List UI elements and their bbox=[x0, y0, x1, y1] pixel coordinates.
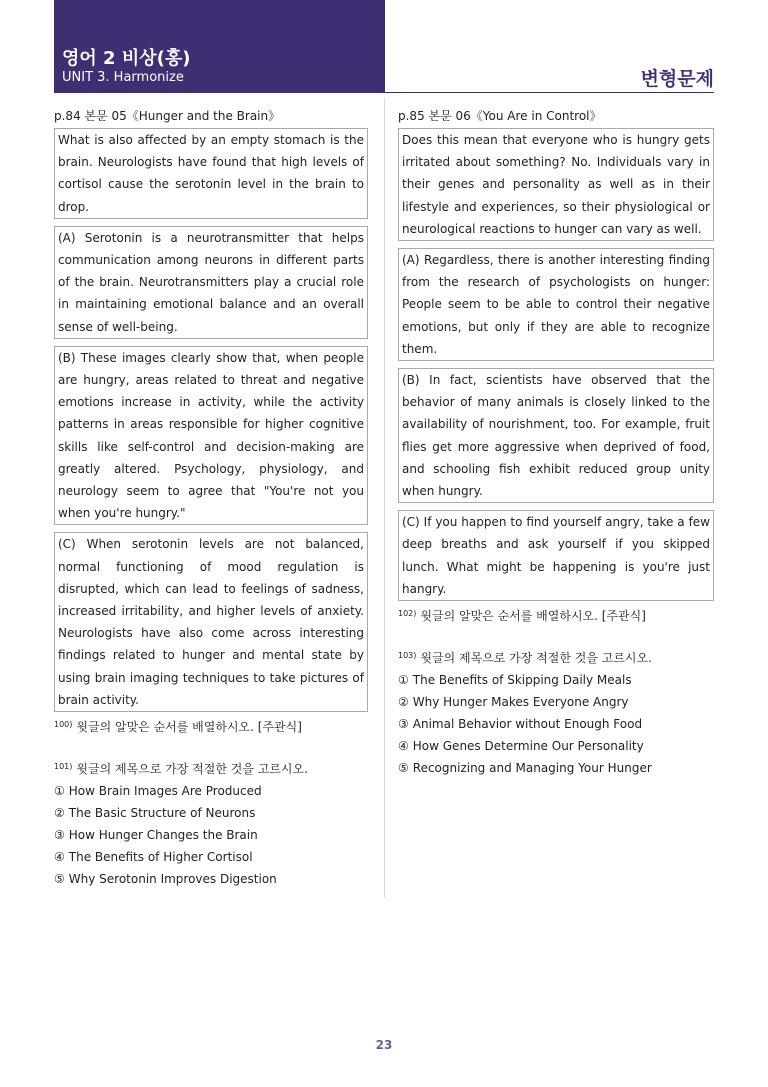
question-102 bbox=[398, 608, 712, 624]
answer-option[interactable] bbox=[54, 780, 368, 802]
question-text: 윗글의 알맞은 순서를 배열하시오. [주관식] bbox=[76, 720, 302, 735]
option-number: ③ bbox=[54, 828, 65, 843]
answer-option[interactable] bbox=[54, 802, 368, 824]
page-number: 23 bbox=[375, 1038, 393, 1052]
question-101 bbox=[54, 761, 368, 777]
answer-option[interactable] bbox=[398, 757, 712, 779]
header-divider bbox=[54, 92, 714, 93]
passage-source: p.85 본문 06《You Are in Control》 bbox=[398, 109, 602, 123]
option-text: Why Serotonin Improves Digestion bbox=[68, 872, 277, 887]
passage-part-b: (B) In fact, scientists have observed that the behavior of many animals is closely linked to the availability of nourishment, too. For example, fruit flies get more aggressive when deprived of food, and schooling fish exhibit reduced group unity when hungry. bbox=[398, 368, 714, 503]
unit-label: UNIT 3. Harmonize bbox=[62, 70, 184, 85]
option-text: The Basic Structure of Neurons bbox=[68, 806, 256, 821]
question-text: 윗글의 제목으로 가장 적절한 것을 고르시오. bbox=[76, 762, 308, 777]
passage-part-a: (A) Serotonin is a neurotransmitter that helps communication among neurons in different parts of the brain. Neurotransmitters play a crucial role in maintaining emotional balance and an overall sense of well-being. bbox=[54, 226, 368, 339]
answer-option[interactable] bbox=[398, 691, 712, 713]
document-title: 영어 2 비상(홍) bbox=[62, 48, 191, 69]
answer-option[interactable] bbox=[398, 735, 712, 757]
column-divider bbox=[384, 98, 385, 898]
option-number: ② bbox=[54, 806, 65, 821]
option-number: ① bbox=[398, 673, 409, 688]
answer-option[interactable] bbox=[54, 846, 368, 868]
passage-part-c: (C) If you happen to find yourself angry, take a few deep breaths and ask yourself if you skipped lunch. What might be happening is you're just hangry. bbox=[398, 510, 714, 601]
option-number: ② bbox=[398, 695, 409, 710]
answer-option[interactable] bbox=[398, 669, 712, 691]
passage-part-a: (A) Regardless, there is another interesting finding from the research of psychologists on hunger: People seem to be able to control their negative emotions, but only if they are able to recognize them. bbox=[398, 248, 714, 361]
question-text: 윗글의 제목으로 가장 적절한 것을 고르시오. bbox=[420, 651, 652, 666]
passage-part-c: (C) When serotonin levels are not balanced, normal functioning of mood regulation is disrupted, which can lead to feelings of sadness, increased irritability, and higher levels of anxiety. Neurologists have also come across interesting findings related to hunger and mental state by using brain imaging techniques to take pictures of brain activity. bbox=[54, 532, 368, 712]
passage-part-b: (B) These images clearly show that, when people are hungry, areas related to threat and negative emotions increase in activity, while the activity patterns in areas responsible for higher cognitive skills like self-control and decision-making are greatly altered. Psychology, physiology, and neurology seem to agree that "You're not you when you're hungry." bbox=[54, 346, 368, 526]
option-number: ④ bbox=[54, 850, 65, 865]
option-text: How Genes Determine Our Personality bbox=[412, 739, 644, 754]
question-text: 윗글의 알맞은 순서를 배열하시오. [주관식] bbox=[420, 609, 646, 624]
option-text: How Brain Images Are Produced bbox=[68, 784, 262, 799]
question-number: 103) bbox=[398, 651, 417, 661]
question-number: 101) bbox=[54, 762, 73, 772]
option-text: Recognizing and Managing Your Hunger bbox=[412, 761, 652, 776]
question-100 bbox=[54, 719, 368, 735]
option-number: ⑤ bbox=[54, 872, 65, 887]
question-103 bbox=[398, 650, 712, 666]
left-column bbox=[54, 108, 368, 890]
question-number: 102) bbox=[398, 609, 417, 619]
section-label: 변형문제 bbox=[640, 68, 714, 90]
answer-option[interactable] bbox=[54, 868, 368, 890]
passage-intro: What is also affected by an empty stomach is the brain. Neurologists have found that high levels of cortisol cause the serotonin level in the brain to drop. bbox=[54, 128, 368, 219]
passage-intro: Does this mean that everyone who is hungry gets irritated about something? No. Individuals vary in their genes and personality as well as in their lifestyle and experiences, so their physiological or neurological reactions to hunger can vary as well. bbox=[398, 128, 714, 241]
option-text: Why Hunger Makes Everyone Angry bbox=[412, 695, 629, 710]
answer-option[interactable] bbox=[54, 824, 368, 846]
option-text: How Hunger Changes the Brain bbox=[68, 828, 258, 843]
option-number: ④ bbox=[398, 739, 409, 754]
passage-source: p.84 본문 05《Hunger and the Brain》 bbox=[54, 109, 281, 123]
option-text: The Benefits of Skipping Daily Meals bbox=[412, 673, 632, 688]
question-number: 100) bbox=[54, 720, 73, 730]
option-text: The Benefits of Higher Cortisol bbox=[68, 850, 253, 865]
option-number: ③ bbox=[398, 717, 409, 732]
option-text: Animal Behavior without Enough Food bbox=[412, 717, 643, 732]
option-number: ⑤ bbox=[398, 761, 409, 776]
right-column bbox=[398, 108, 712, 779]
option-number: ① bbox=[54, 784, 65, 799]
answer-option[interactable] bbox=[398, 713, 712, 735]
